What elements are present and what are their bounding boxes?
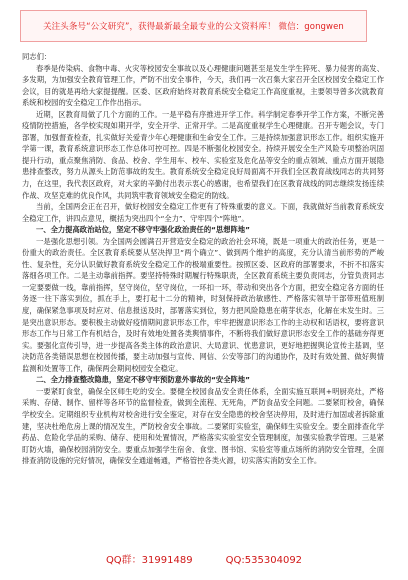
paragraph: 春季是传染病、食物中毒、火灾等校园安全事故以及心理健康问题甚至是发生学生猝死、暴力侵害的高发、多发期，为加强安全教育管理工作，严防不出安全事件，今天，我们再一次召集大家召开全区校园安全稳定工作会议，目的就是再给大家提提醒。区委、区政府始终对教育系统安全稳定工作高度重视，主要领导曾多次就教育系统和校园的安全稳定工作作出指示。 bbox=[22, 63, 384, 108]
greeting: 同志们： bbox=[22, 52, 52, 61]
section-heading: 二、全力排查整改隐患，坚定不移守牢预防意外事故的“安全阵地” bbox=[36, 375, 250, 385]
banner-text: 关注头条号“公文研究”，获得最新最全最专业的公文资料库！ 微信：gongwen bbox=[43, 22, 344, 32]
section-heading: 一、全力提高政治站位，坚定不移守牢强化政治责任的“思想阵地” bbox=[36, 225, 250, 235]
paragraph: 当前，全国两会正在召开，做好校园安全稳定工作更有了特殊重要的意义。下面，我就做好当前教育系统安全稳定工作，讲四点意见，概括为突出四个“全力”、守牢四个“阵地”。 bbox=[22, 202, 384, 223]
footer-qq: QQ:535304092 bbox=[225, 555, 303, 566]
header-banner bbox=[20, 10, 367, 42]
footer-contact bbox=[0, 548, 408, 567]
paragraph: 一要紧盯食堂，确保全区师生吃的安全。要健全校园食品安全责任体系，全面实施互联网+明厨亮灶，严格采购、存储、制作、留样等各环节的监督检查，做到全流程、无死角，严防食品安全问题。二要紧盯校舍，确保学校安全。定期组织专业机构对校舍进行安全鉴定，对存在安全隐患的校舍坚决停用，及时进行加固或者拆除重建，坚决杜绝危房上课的情况发生，严防校舍安全事故。二要紧盯实验室，确保师生实验安全。要全面排查化学药品、危险化学品的采购、储存、使用和处置情况，严格落实实验室安全管理制度，加强实验教学管理。三是紧盯防火墙，确保校园消防安全。要重点加强学生宿舍、食堂、图书馆、实验室等重点场所的消防安全管理，全面排查消防设施的完好情况，确保安全通道畅通，严格管控各类火源，切实落实消防安全工作。 bbox=[22, 386, 384, 466]
document-body bbox=[22, 51, 384, 467]
paragraph: 近期，区教育局做了几个方面的工作。一是平稳有序推进开学工作。科学制定春季开学工作方案，不断完善疫情防控措施，各学校实现如期开学，安全开学、正常开学。二是高度重视学生心理健康。召开专题会议，专门部署，加强督查检查，扎实做好关爱青少年心理健康和生命安全工作。三是持续加强意识形态工作。组织实施开学第一课，教育系统意识形态工作总体可控可控。四是不断强化校园安全。持续开展安全生产风险专项整治巩固提升行动，重点聚焦消防、食品、校舍、学生用车、校车、实验室及危化品等安全的重点领域、重点方面开展隐患排查整改，努力从源头上防范事故的发生。教育系统安全稳定良好局面离不开我们全区教育战线同志的共同努力，在这里，我代表区政府，对大家的辛勤付出表示衷心的感谢，也希望我们在区教育战线的同志继续发扬连续作战、攻坚克难的优良作风，共同筑牢教育领域安全稳定的防线。 bbox=[22, 109, 384, 200]
paragraph: 一是强化思想引领。为全国两会圆满召开营造安全稳定的政治社会环境，既是一项重大的政治任务，更是一份重大的政治责任。全区教育系统要从坚决捍卫“两个确立”、做到两个维护的高度，充分认清当前形势的严峻性、复杂性，充分认识做好教育系统安全稳定工作的极端重要性。按照区委、区政府的部署要求，不折不扣落实落细各项工作。二是主动靠前指挥。要坚持特殊时期履行特殊职责，全区教育系统主要负责同志，分管负责同志一定要要做一线，靠前指挥，坚守岗位，坚守岗位，一环扣一环，带动和突出各个方面，把安全稳定各方面的任务逐一往下落实到位，抓在手上，要打起十二分的精神，时刻保持政治敏感性、严格落实领导干部带班值班制度，确保紧急事项及时应对、信息报送及时，部署落实到位，努力把风险隐患在萌芽状态，化解在未发生时。三是突出意识形态。要积极主动做好疫情期间意识形态工作，牢牢把握意识形态工作的主动权和话语权，要将意识形态工作与日常工作有机结合，及时有效地处置各类舆情事件，不断将我们做好意识形态安全工作的基础夯得更实。要强化宣传引导，进一步提高各类主体的政治意识、大局意识、忧患意识，更好地把握舆论宣传主基调，坚决防范各类错误思想在校园传播，要主动加强与宣传、网信、公安等部门的沟通协作，及时有效处置、做好舆情监测和处置等工作，确保两会期间校园安全稳定。 bbox=[22, 236, 384, 373]
footer-qq-group: QQ群：31991489 bbox=[105, 555, 193, 566]
